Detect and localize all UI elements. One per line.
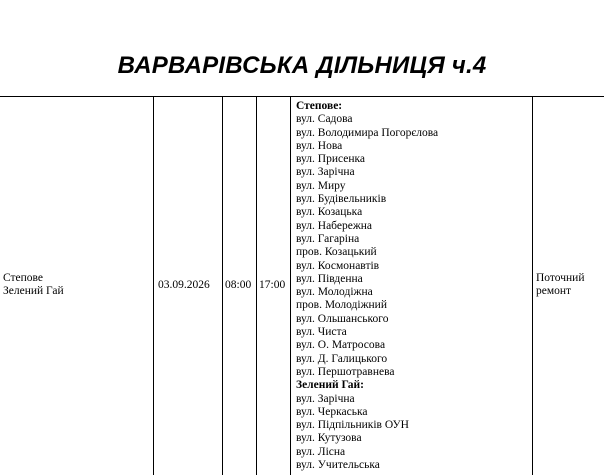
street-item: вул. Присенка xyxy=(296,153,365,166)
village-heading: Степове: xyxy=(296,100,343,112)
street-item: вул. Гагаріна xyxy=(296,232,360,245)
village-heading: Зелений Гай: xyxy=(296,379,364,392)
street-item: вул. Кутузова xyxy=(296,432,362,445)
column-divider-3 xyxy=(256,96,257,475)
column-divider-2 xyxy=(222,96,223,475)
street-item: вул. Південна xyxy=(296,272,363,285)
settlement-name: Зелений Гай xyxy=(3,285,64,298)
settlements-cell xyxy=(3,272,151,299)
street-item: вул. Миру xyxy=(296,179,346,192)
street-item: вул. Зарічна xyxy=(296,166,355,179)
start-time-cell: 08:00 xyxy=(225,279,252,291)
street-item: вул. Ольшанського xyxy=(296,312,389,325)
street-item: вул. Набережна xyxy=(296,219,373,232)
street-item: вул. Космонавтів xyxy=(296,259,380,272)
date-cell: 03.09.2026 xyxy=(158,279,210,291)
end-time-cell: 17:00 xyxy=(259,279,286,291)
street-item: вул. Черкаська xyxy=(296,405,368,418)
street-item: вул. Нова xyxy=(296,139,343,152)
table-top-border xyxy=(0,96,604,97)
street-item: вул. Зарічна xyxy=(296,392,355,405)
street-item: вул. Д. Галицького xyxy=(296,352,388,365)
column-divider-1 xyxy=(153,96,154,475)
street-item: пров. Молодіжний xyxy=(296,299,387,312)
page-title: ВАРВАРІВСЬКА ДІЛЬНИЦЯ ч.4 xyxy=(117,52,487,79)
street-item: вул. Учительська xyxy=(296,459,380,472)
street-item: пров. Козацький xyxy=(296,246,377,259)
street-item: вул. Будівельників xyxy=(296,193,387,206)
work-type-cell xyxy=(536,272,602,299)
street-item: вул. О. Матросова xyxy=(296,339,386,352)
street-item: вул. Садова xyxy=(296,113,353,126)
streets-cell xyxy=(296,100,532,472)
street-item: вул. Підпільників ОУН xyxy=(296,419,409,432)
street-item: вул. Володимира Погорєлова xyxy=(296,126,439,139)
street-item: вул. Лісна xyxy=(296,445,346,458)
settlement-name: Степове xyxy=(3,272,44,284)
street-item: вул. Молодіжна xyxy=(296,286,373,299)
column-divider-5 xyxy=(532,96,533,475)
work-type-line: Поточний xyxy=(536,272,585,284)
street-item: вул. Чиста xyxy=(296,326,347,339)
street-item: вул. Першотравнева xyxy=(296,365,395,378)
street-item: вул. Козацька xyxy=(296,206,363,219)
column-divider-4 xyxy=(290,96,291,475)
work-type-line: ремонт xyxy=(536,285,572,298)
